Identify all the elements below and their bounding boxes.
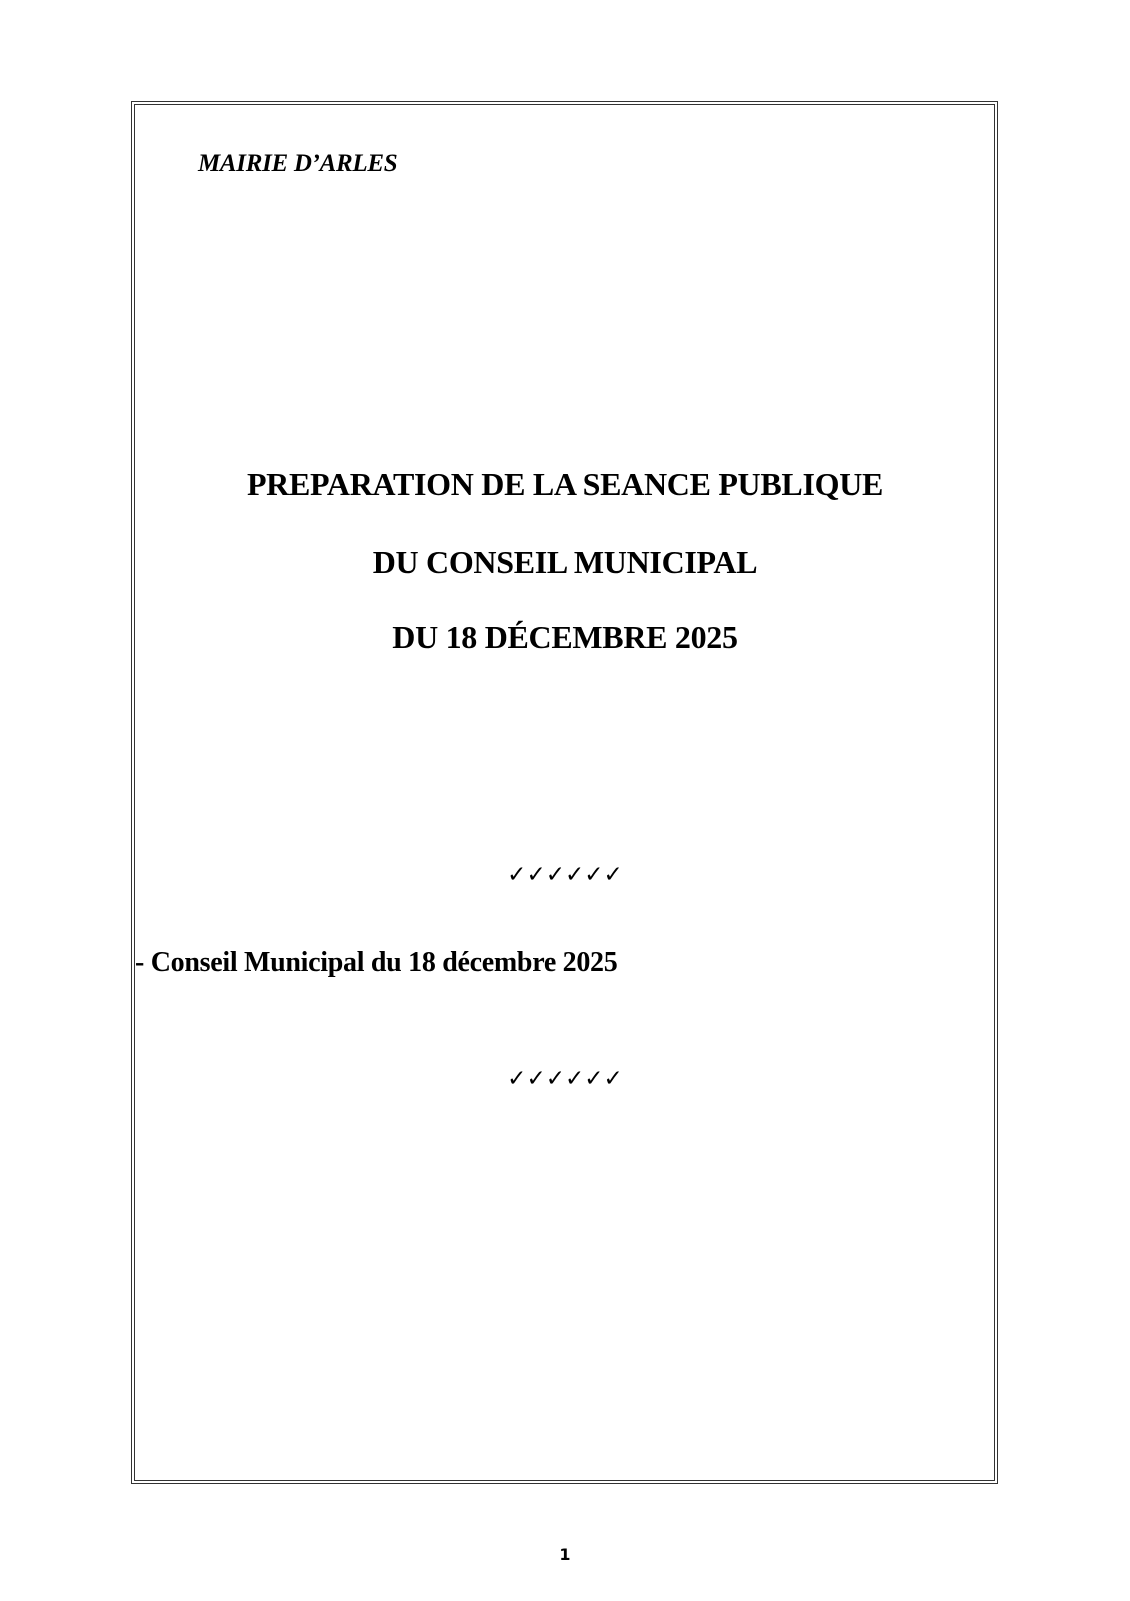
agenda-item: - Conseil Municipal du 18 décembre 2025: [135, 947, 618, 978]
page-border-inner: [134, 104, 995, 1481]
checkmark-separator-bottom: ✓✓✓✓✓✓: [507, 1066, 623, 1092]
checkmark-separator-top: ✓✓✓✓✓✓: [507, 862, 623, 888]
document-title-line-3: DU 18 DÉCEMBRE 2025: [392, 619, 738, 655]
page-number: 1: [559, 1545, 571, 1564]
document-title-line-1: PREPARATION DE LA SEANCE PUBLIQUE: [246, 466, 884, 502]
document-title-line-2: DU CONSEIL MUNICIPAL: [372, 544, 758, 580]
organization-name: MAIRIE D’ARLES: [198, 150, 398, 177]
